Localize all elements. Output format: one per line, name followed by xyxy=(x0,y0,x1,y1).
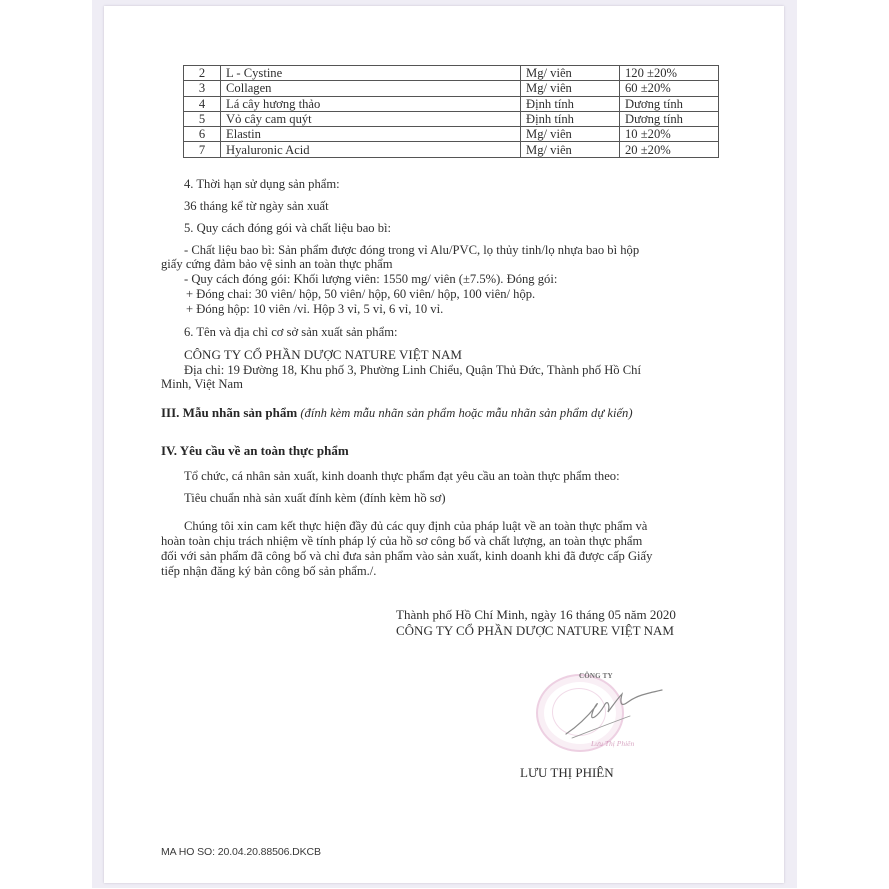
shelf-life-value: 36 tháng kể từ ngày sản xuất xyxy=(184,199,329,213)
stamp-label: CÔNG TY xyxy=(579,672,613,680)
packing-bottle: + Đóng chai: 30 viên/ hộp, 50 viên/ hộp, 60 viên/ hộp, 100 viên/ hộp. xyxy=(186,287,536,301)
row-number: 4 xyxy=(184,96,221,111)
section-IV-title: IV. Yêu cầu về an toàn thực phẩm xyxy=(161,443,349,458)
commitment-line3: đối với sản phẩm đã công bố và chỉ đưa sản phẩm vào sản xuất, kinh doanh khi đã được cấp Giấy xyxy=(161,549,653,563)
safety-requirement-line1: Tổ chức, cá nhân sản xuất, kinh doanh thực phẩm đạt yêu cầu an toàn thực phẩm theo: xyxy=(184,469,620,483)
ingredient-value: 10 ±20% xyxy=(620,127,719,142)
commitment-line1: Chúng tôi xin cam kết thực hiện đầy đủ các quy định của pháp luật về an toàn thực phẩm và xyxy=(184,519,648,533)
ingredient-value: 60 ±20% xyxy=(620,81,719,96)
section-III-title: III. Mẫu nhãn sản phẩm xyxy=(161,405,298,420)
row-number: 3 xyxy=(184,81,221,96)
ingredient-name: L - Cystine xyxy=(221,66,521,81)
signature-icon xyxy=(558,676,668,746)
ingredient-value: 120 ±20% xyxy=(620,66,719,81)
section-5-title: 5. Quy cách đóng gói và chất liệu bao bì: xyxy=(184,221,392,235)
ingredient-name: Lá cây hương thảo xyxy=(221,96,521,111)
row-number: 5 xyxy=(184,111,221,126)
ingredient-unit: Định tính xyxy=(521,111,620,126)
section-4-title: 4. Thời hạn sử dụng sản phẩm: xyxy=(184,177,340,191)
commitment-line4: tiếp nhận đăng ký bản công bố sản phẩm./. xyxy=(161,564,377,578)
manufacturer-name: CÔNG TY CỔ PHẦN DƯỢC NATURE VIỆT NAM xyxy=(184,347,462,362)
packing-box: + Đóng hộp: 10 viên /vỉ. Hộp 3 vỉ, 5 vỉ, 6 vỉ, 10 vỉ. xyxy=(186,302,444,316)
ingredient-unit: Mg/ viên xyxy=(521,142,620,157)
section-6-title: 6. Tên và địa chỉ cơ sở sản xuất sản phẩm: xyxy=(184,325,398,339)
ingredient-unit: Mg/ viên xyxy=(521,81,620,96)
ingredient-name: Hyaluronic Acid xyxy=(221,142,521,157)
place-date: Thành phố Hồ Chí Minh, ngày 16 tháng 05 năm 2020 xyxy=(396,607,676,622)
row-number: 2 xyxy=(184,66,221,81)
ingredients-table xyxy=(183,65,719,158)
ingredient-unit: Định tính xyxy=(521,96,620,111)
manufacturer-address-line1: Địa chỉ: 19 Đường 18, Khu phố 3, Phường Linh Chiểu, Quận Thủ Đức, Thành phố Hồ Chí xyxy=(184,363,641,377)
ingredient-name: Vỏ cây cam quýt xyxy=(221,111,521,126)
table-row xyxy=(184,96,719,111)
ingredient-value: Dương tính xyxy=(620,96,719,111)
section-III xyxy=(161,406,633,420)
signing-company: CÔNG TY CỔ PHẦN DƯỢC NATURE VIỆT NAM xyxy=(396,623,674,638)
row-number: 6 xyxy=(184,127,221,142)
ingredient-value: 20 ±20% xyxy=(620,142,719,157)
ingredient-unit: Mg/ viên xyxy=(521,127,620,142)
manufacturer-address-line2: Minh, Việt Nam xyxy=(161,377,243,391)
ingredient-value: Dương tính xyxy=(620,111,719,126)
table-row xyxy=(184,127,719,142)
table-row xyxy=(184,142,719,157)
ingredient-unit: Mg/ viên xyxy=(521,66,620,81)
signer-name: LƯU THỊ PHIÊN xyxy=(520,765,614,780)
table-row xyxy=(184,111,719,126)
stamp-signer-name: Lưu Thị Phiên xyxy=(591,739,635,748)
packaging-material-line2: giấy cứng đảm bảo vệ sinh an toàn thực phẩm xyxy=(161,257,393,271)
table-row xyxy=(184,81,719,96)
commitment-line2: hoàn toàn chịu trách nhiệm về tính pháp lý của hồ sơ công bố và chất lượng, an toàn thực phẩm xyxy=(161,534,643,548)
ingredient-name: Collagen xyxy=(221,81,521,96)
safety-requirement-line2: Tiêu chuẩn nhà sản xuất đính kèm (đính kèm hồ sơ) xyxy=(184,491,446,505)
section-III-note: (đính kèm mẫu nhãn sản phẩm hoặc mẫu nhãn sản phẩm dự kiến) xyxy=(300,406,633,420)
packaging-material-line1: - Chất liệu bao bì: Sản phẩm được đóng trong vỉ Alu/PVC, lọ thủy tinh/lọ nhựa bao bì hộp xyxy=(184,243,640,257)
row-number: 7 xyxy=(184,142,221,157)
dossier-code: MA HO SO: 20.04.20.88506.DKCB xyxy=(161,846,321,858)
table-row xyxy=(184,66,719,81)
packing-spec: - Quy cách đóng gói: Khối lượng viên: 1550 mg/ viên (±7.5%). Đóng gói: xyxy=(184,272,558,286)
ingredient-name: Elastin xyxy=(221,127,521,142)
